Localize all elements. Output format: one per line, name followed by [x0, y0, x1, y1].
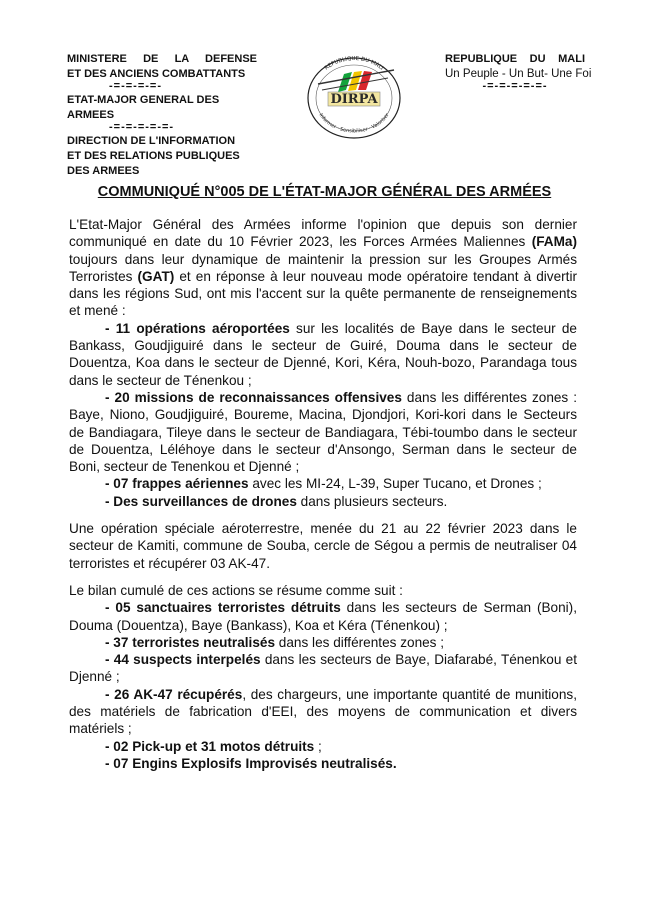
- action-item: - 11 opérations aéroportées sur les localités de Baye dans le secteur de Bankass, Goudjiguiré dans le secteur de Guiré, Douma dans le secteur de Douentza, Koa dans le secteur de Djenné, Kori, Kéra, Nouh-bozo, Parandaga tous dans le secteur de Ténenkou ;: [69, 320, 577, 388]
- separator: -=-=-=-=-: [109, 80, 163, 92]
- bilan-item: - 26 AK-47 récupérés, des chargeurs, une importante quantité de munitions, des matériels de fabrication d'EEI, des moyens de communication et divers matériels ;: [69, 686, 577, 737]
- svg-text:DIRPA: DIRPA: [330, 92, 378, 107]
- directorate-name: DIRECTION DE L'INFORMATION: [67, 135, 236, 147]
- ministry-name: MINISTERE DE LA DEFENSE: [67, 53, 257, 65]
- communique-body: [69, 216, 577, 772]
- intro-paragraph: L'Etat-Major Général des Armées informe l'opinion que depuis son dernier communiqué en date du 10 Février 2023, les Forces Armées Maliennes (FAMa) toujours dans leur dynamique de maintenir la pression sur les Groupes Armés Terroristes (GAT) et en réponse à leur nouveau mode opératoire tendant à divertir dans les régions Sud, ont mis l'accent sur la quête permanente de renseignements et mené :: [69, 217, 577, 319]
- national-motto: Un Peuple - Un But- Une Foi: [445, 68, 592, 80]
- directorate-name-line2: ET DES RELATIONS PUBLIQUES: [67, 150, 240, 162]
- bilan-item: - 37 terroristes neutralisés dans les différentes zones ;: [105, 634, 445, 650]
- document-title: COMMUNIQUÉ N°005 DE L'ÉTAT-MAJOR GÉNÉRAL DES ARMÉES: [97, 184, 552, 200]
- bilan-item: - 44 suspects interpelés dans les secteurs de Baye, Diafarabé, Ténenkou et Djenné ;: [69, 652, 577, 685]
- separator: -=-=-=-=-=-: [109, 121, 175, 133]
- bilan-item: - 02 Pick-up et 31 motos détruits ;: [105, 738, 322, 754]
- separator: -=-=-=-=-=-: [482, 80, 548, 92]
- ministry-header: [67, 52, 257, 179]
- special-operation-paragraph: Une opération spéciale aéroterrestre, menée du 21 au 22 février 2023 dans le secteur de Kamiti, commune de Souba, cercle de Ségou a permis de neutraliser 04 terroristes et récupérer 03 AK-47.: [69, 521, 577, 571]
- republic-header: [445, 52, 592, 93]
- action-item: - 20 missions de reconnaissances offensives dans les différentes zones : Baye, Niono, Goudjiguiré, Boureme, Macina, Djondjori, Kori-kori dans le Secteurs de Bandiagara, Tileye dans le secteur de Bandiagara, Tébi-toumbo dans le secteur de Douentza, Léléhoye dans le secteur d'Ansongo, Serman dans le secteur de Boni, secteur de Tenenkou et Djenné ;: [69, 389, 577, 475]
- bilan-intro: Le bilan cumulé de ces actions se résume comme suit :: [69, 582, 403, 598]
- bilan-item: - 05 sanctuaires terroristes détruits dans les secteurs de Serman (Boni), Douma (Douentza), Baye (Bankass), Koa et Kéra (Ténenkou) ;: [69, 600, 577, 633]
- ministry-name-line2: ET DES ANCIENS COMBATTANTS: [67, 68, 246, 80]
- svg-text:REPUBLIQUE DU MALI: REPUBLIQUE DU MALI: [323, 55, 385, 72]
- dirpa-logo: [300, 50, 408, 142]
- action-item: - 07 frappes aériennes avec les MI-24, L-39, Super Tucano, et Drones ;: [105, 476, 542, 492]
- bilan-item: - 07 Engins Explosifs Improvisés neutralisés.: [105, 755, 397, 771]
- action-item: - Des surveillances de drones dans plusieurs secteurs.: [105, 493, 448, 509]
- directorate-name-line3: DES ARMEES: [67, 165, 140, 177]
- svg-text:Informer · Sensibiliser · Valo: Informer · Sensibiliser · Valoriser: [317, 112, 391, 135]
- republic-name: REPUBLIQUE DU MALI: [445, 53, 585, 65]
- general-staff-name: ETAT-MAJOR GENERAL DES ARMEES: [67, 94, 220, 121]
